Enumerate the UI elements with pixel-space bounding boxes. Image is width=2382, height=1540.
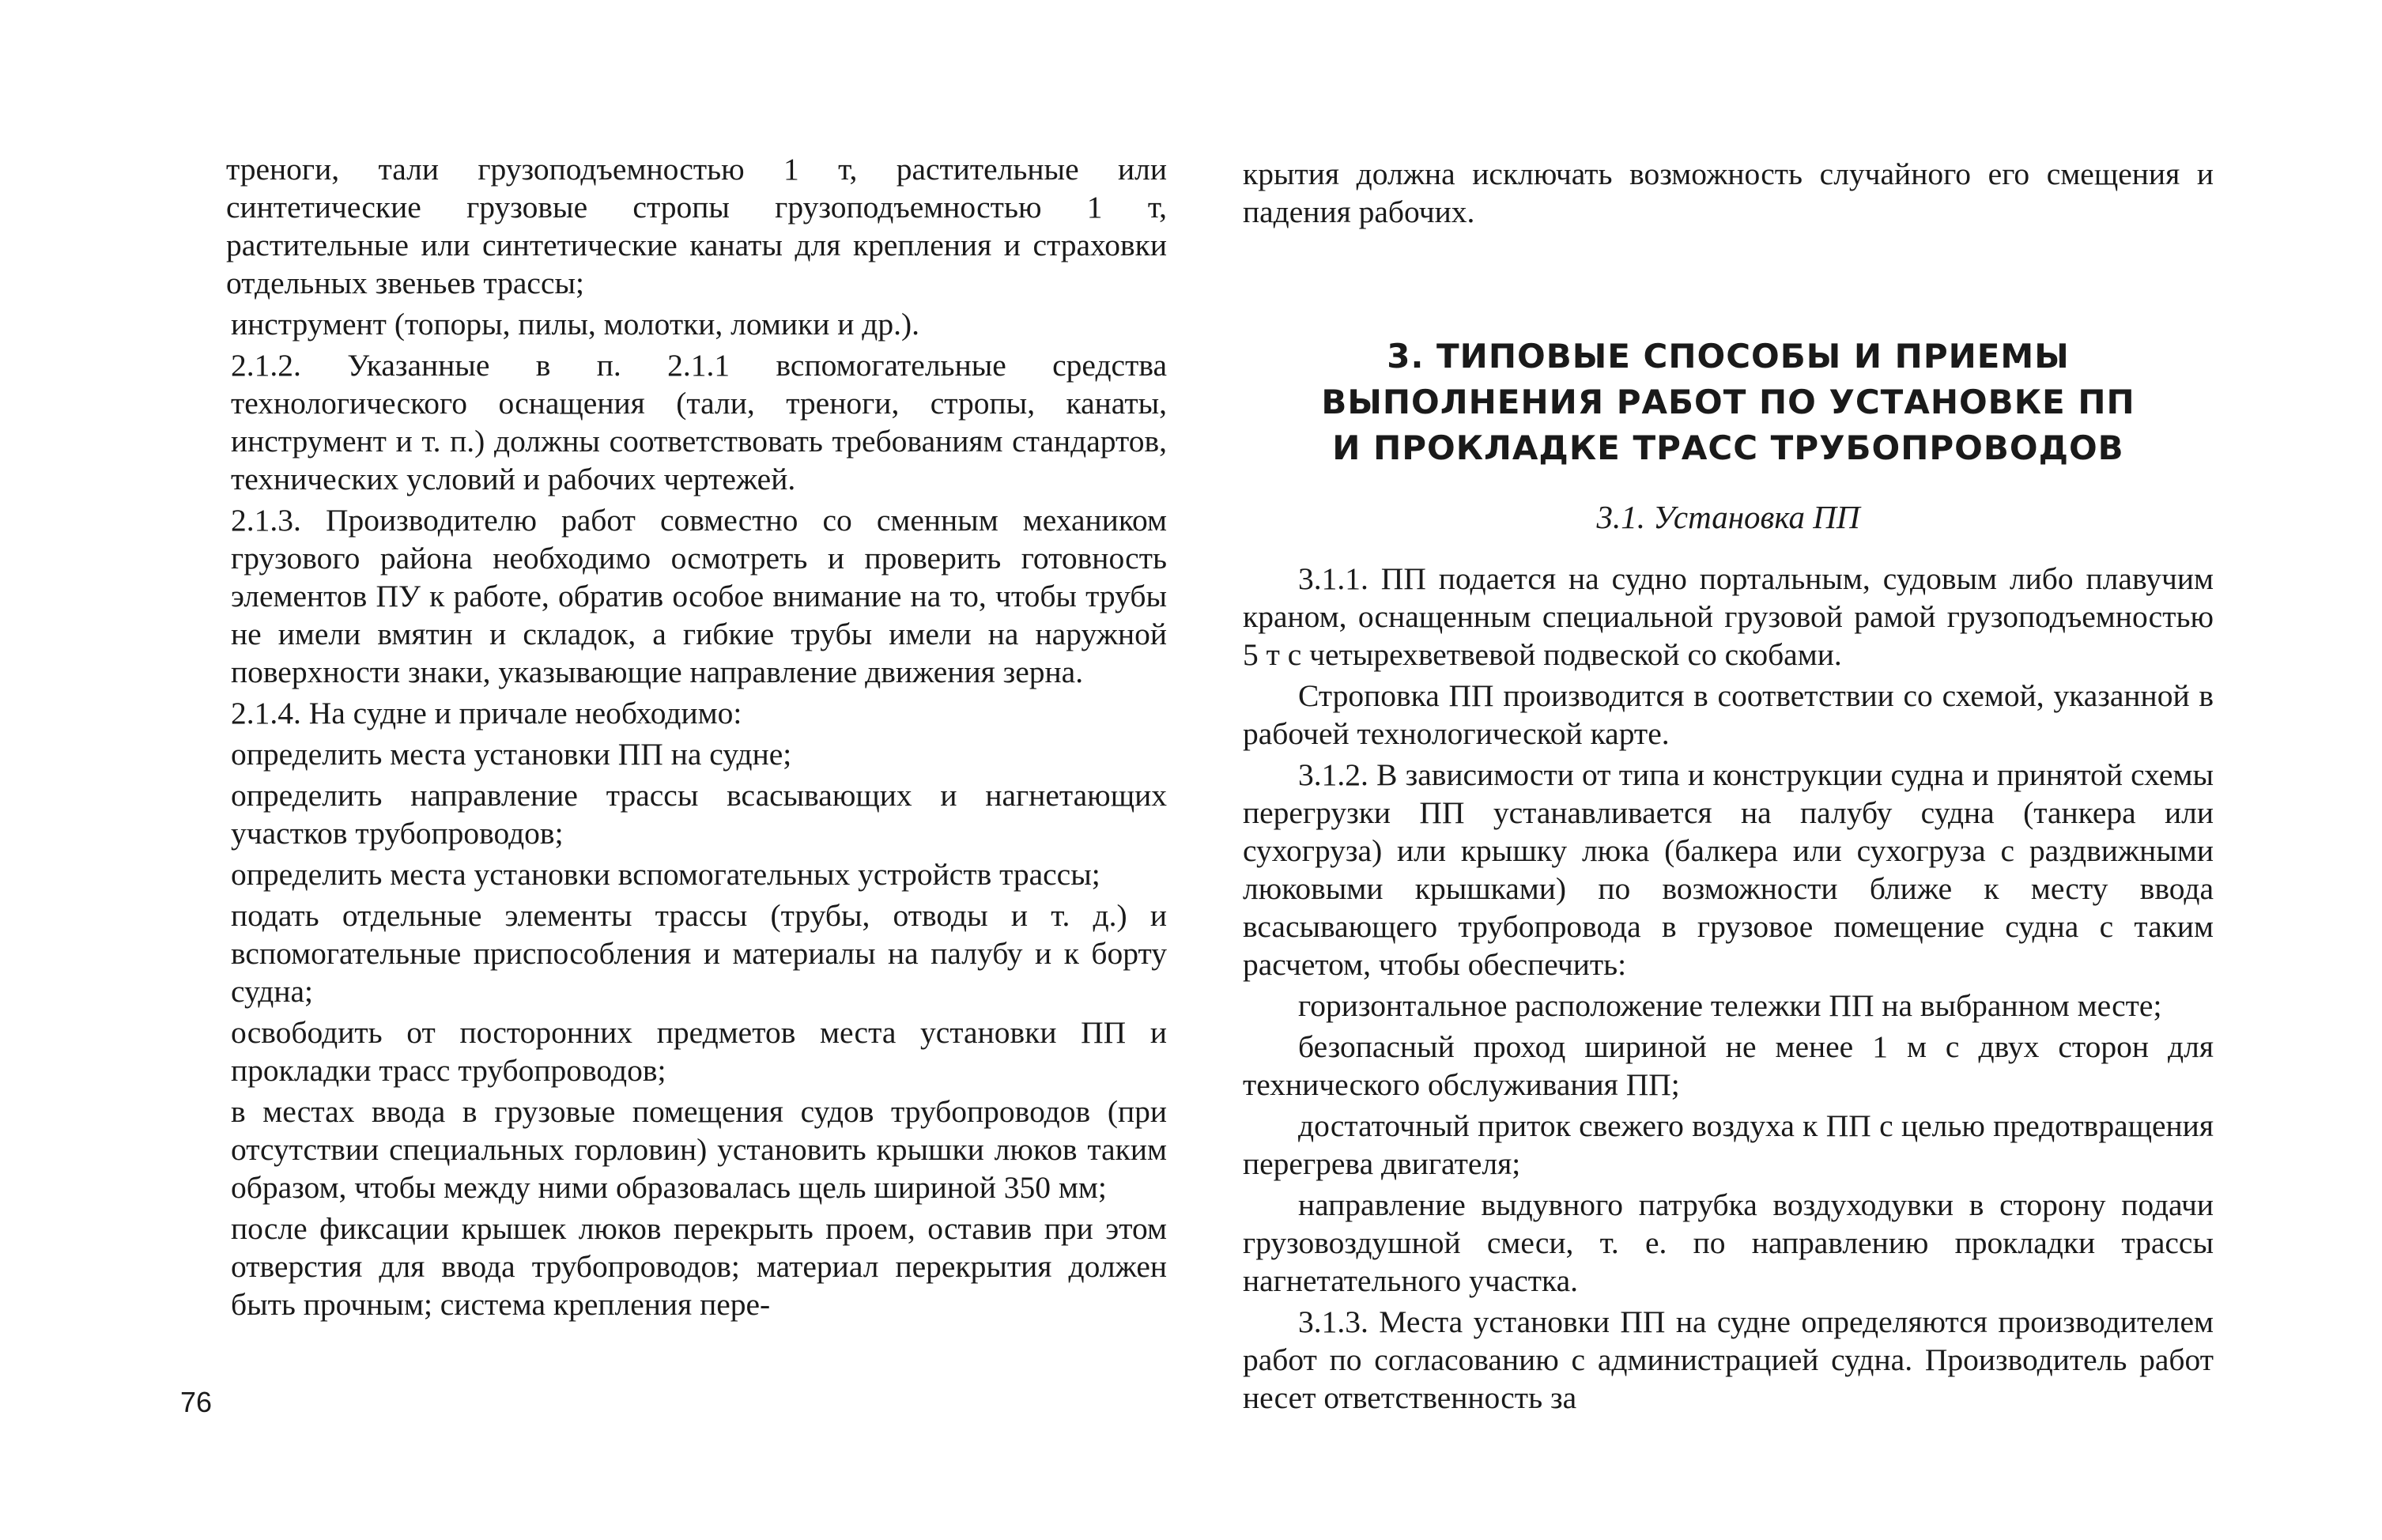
right-paragraph-2: Строповка ПП производится в соответствии со схемой, указанной в рабочей технологической карте. [1243,678,2214,751]
left-paragraph-6: определить места установки ПП на судне; [231,737,792,772]
left-paragraph-3: 2.1.2. Указанные в п. 2.1.1 вспомогательные средства технологического оснащения (тали, треноги, стропы, канаты, инструмент и т. п.) должны соответствовать требованиям стандартов, технических условий и рабочих чертежей. [231,348,1167,496]
section-heading-line-1: 3. ТИПОВЫЕ СПОСОБЫ И ПРИЕМЫ [1387,337,2070,376]
right-page-column [1243,155,2214,1417]
left-paragraph-1: треноги, тали грузоподъемностью 1 т, растительные или синтетические грузовые стропы грузоподъемностью 1 т, растительные или синтетические канаты для крепления и страховки отдельных звеньев трассы; [226,152,1167,300]
left-paragraph-5: 2.1.4. На судне и причале необходимо: [231,696,742,730]
section-heading [1243,334,2214,471]
left-paragraph-4: 2.1.3. Производителю работ совместно со сменным механиком грузового района необходимо осмотреть и проверить готовность элементов ПУ к работе, обратив особое внимание на то, чтобы трубы не имели вмятин и складок, а гибкие трубы имели на наружной поверхности знаки, указывающие направление движения зерна. [231,503,1167,689]
right-paragraph-8: 3.1.3. Места установки ПП на судне определяются производителем работ по согласованию с администрацией судна. Производитель работ несет ответственность за [1243,1304,2214,1415]
left-paragraph-8: определить места установки вспомогательных устройств трассы; [231,857,1100,892]
left-paragraph-11: в местах ввода в грузовые помещения судов трубопроводов (при отсутствии специальных горловин) установить крышки люков таким образом, чтобы между ними образовалась щель шириной 350 мм; [231,1094,1167,1205]
left-paragraph-9: подать отдельные элементы трассы (трубы, отводы и т. д.) и вспомогательные приспособления и материалы на палубу и к борту судна; [231,898,1167,1009]
left-paragraph-2: инструмент (топоры, пилы, молотки, ломики и др.). [231,307,919,342]
right-intro-paragraph: крытия должна исключать возможность случайного его смещения и падения рабочих. [1243,157,2214,229]
right-paragraph-5: безопасный проход шириной не менее 1 м с двух сторон для технического обслуживания ПП; [1243,1029,2214,1102]
left-paragraph-12: после фиксации крышек люков перекрыть проем, оставив при этом отверстия для ввода трубопроводов; материал перекрытия должен быть прочным; система крепления пере- [231,1211,1167,1322]
right-paragraph-7: направление выдувного патрубка воздуходувки в сторону подачи грузовоздушной смеси, т. е. по направлению прокладки трассы нагнетательного участка. [1243,1187,2214,1298]
section-heading-line-3: И ПРОКЛАДКЕ ТРАСС ТРУБОПРОВОДОВ [1332,428,2124,467]
right-paragraph-6: достаточный приток свежего воздуха к ПП с целью предотвращения перегрева двигателя; [1243,1108,2214,1181]
subsection-heading: 3.1. Установка ПП [1596,499,1860,535]
left-page-column [226,150,1167,1323]
page-number: 76 [180,1386,213,1418]
left-paragraph-7: определить направление трассы всасывающих и нагнетающих участков трубопроводов; [231,778,1167,851]
left-paragraph-10: освободить от посторонних предметов места установки ПП и прокладки трасс трубопроводов; [231,1015,1167,1088]
right-paragraph-1: 3.1.1. ПП подается на судно портальным, судовым либо плавучим краном, оснащенным специальной грузовой рамой грузоподъемностью 5 т с четырехветвевой подвеской со скобами. [1243,561,2214,672]
right-paragraph-3: 3.1.2. В зависимости от типа и конструкции судна и принятой схемы перегрузки ПП устанавливается на палубу судна (танкера или сухогруза) или крышку люка (балкера или сухогруза с раздвижными люковыми крышками) по возможности ближе к месту ввода всасывающего трубопровода в грузовое помещение судна с таким расчетом, чтобы обеспечить: [1243,757,2214,982]
right-paragraph-4: горизонтальное расположение тележки ПП на выбранном месте; [1298,988,2162,1023]
section-heading-line-2: ВЫПОЛНЕНИЯ РАБОТ ПО УСТАНОВКЕ ПП [1321,383,2135,421]
